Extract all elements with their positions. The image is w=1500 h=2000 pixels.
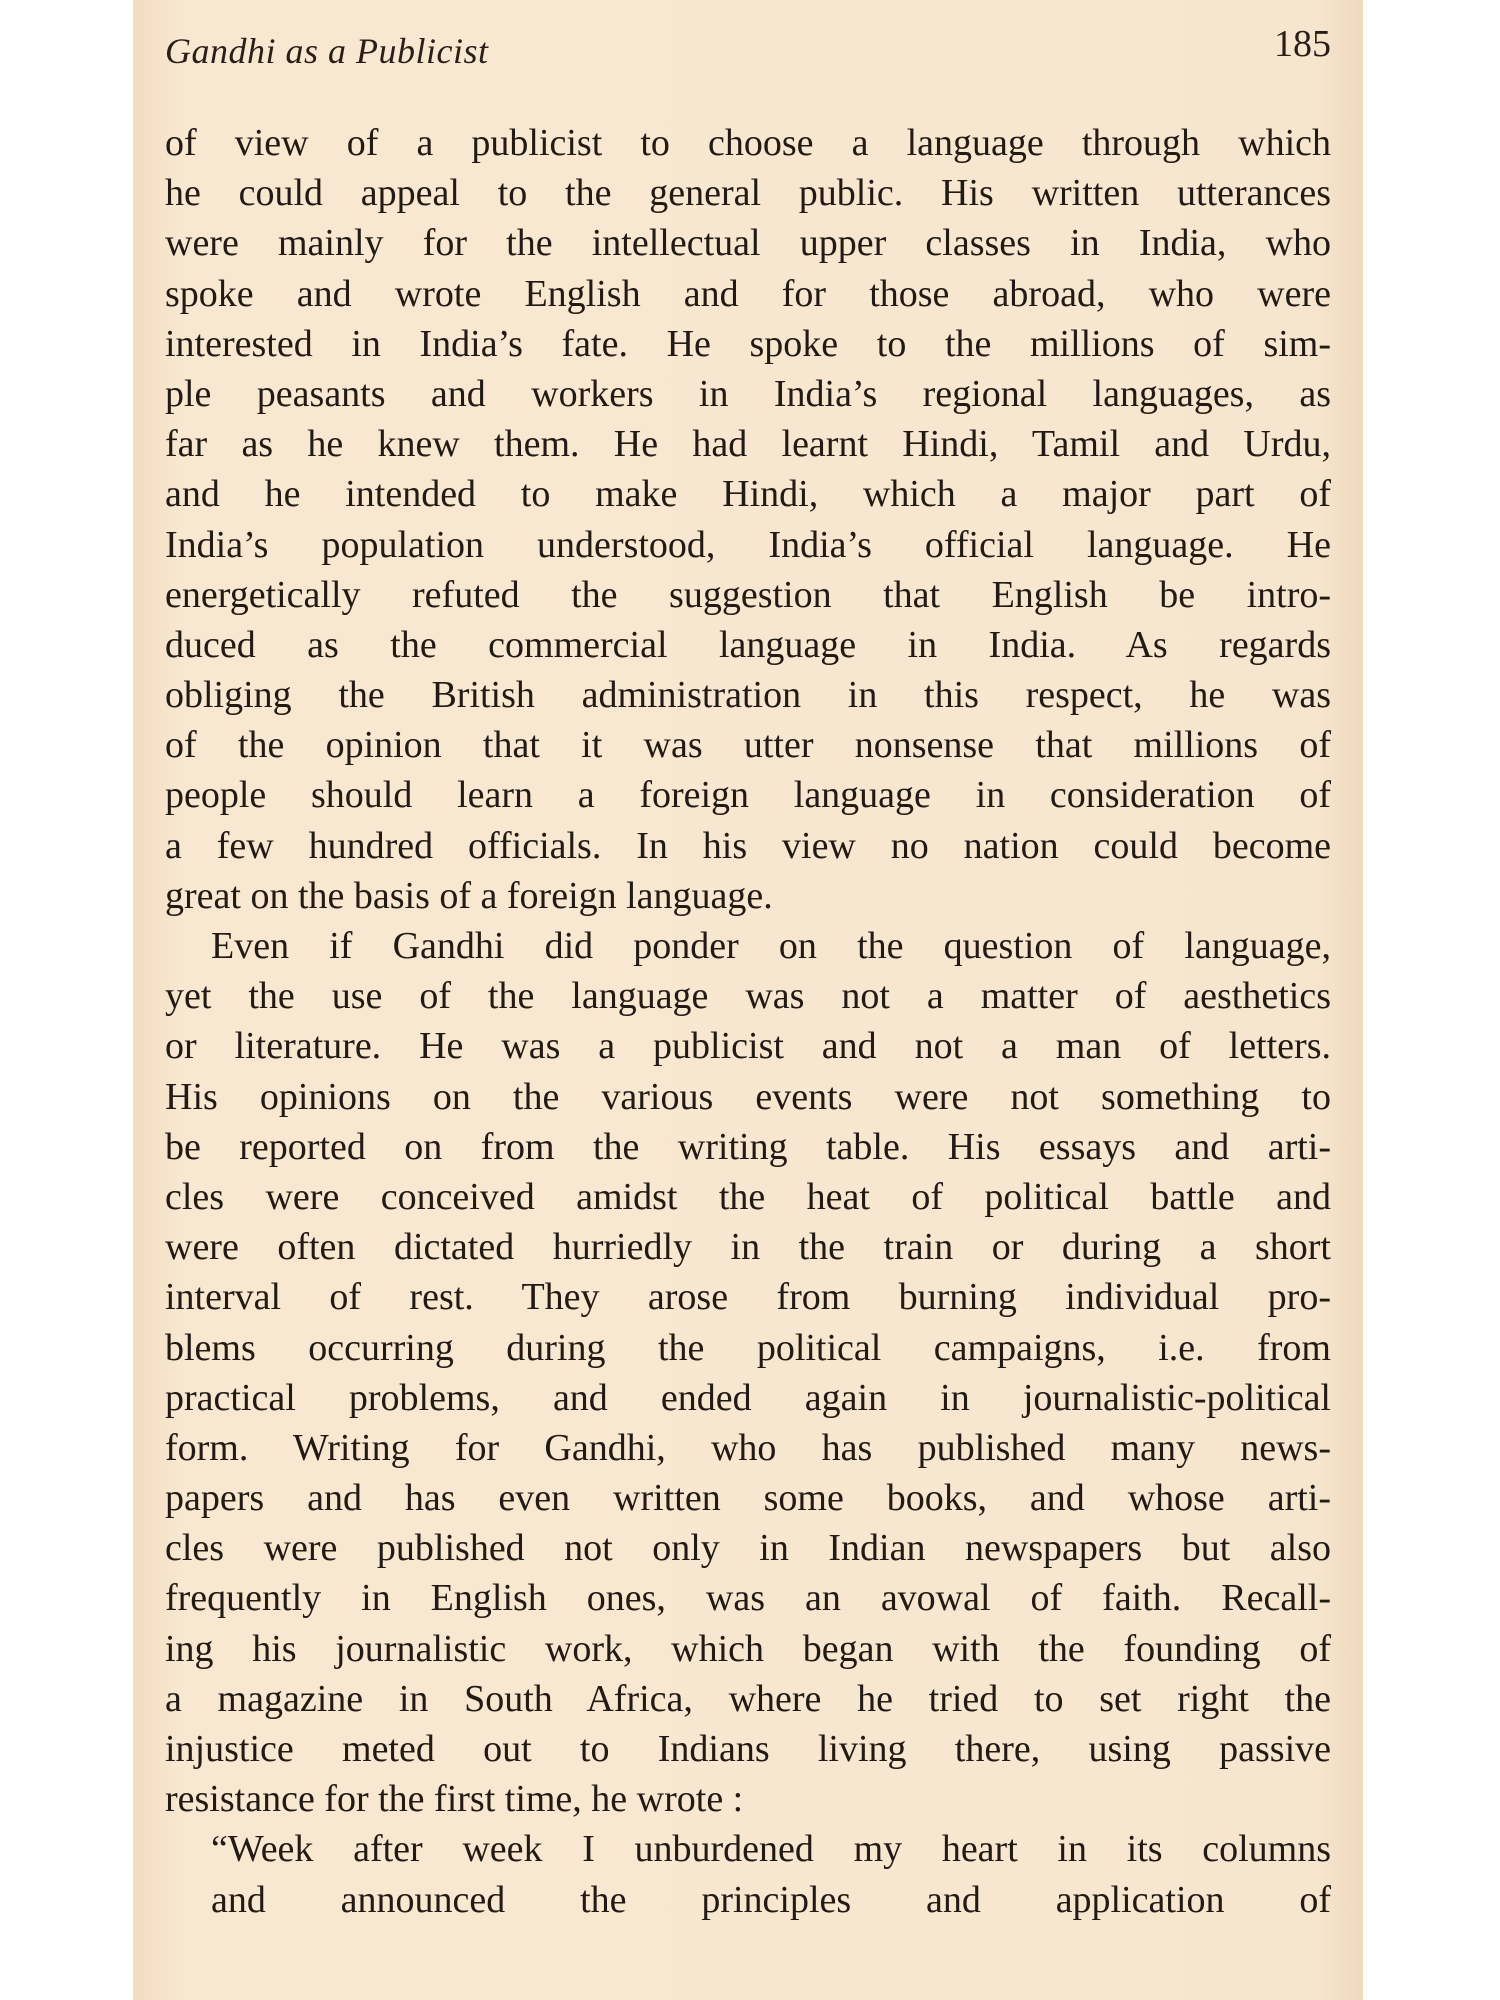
text-line: be reported on from the writing table. His essays and arti- (165, 1125, 1331, 1168)
text-line: ing his journalistic work, which began with the founding of (165, 1627, 1331, 1670)
text-line: were mainly for the intellectual upper classes in India, who (165, 222, 1331, 265)
text-line: cles were published not only in Indian newspapers but also (165, 1527, 1331, 1570)
text-line: yet the use of the language was not a matter of aesthetics (165, 975, 1331, 1018)
text-line: duced as the commercial language in India. As regards (165, 623, 1331, 666)
text-line: a magazine in South Africa, where he tried to set right the (165, 1677, 1331, 1720)
text-line: His opinions on the various events were not something to (165, 1075, 1331, 1118)
text-line: or literature. He was a publicist and not a man of letters. (165, 1025, 1331, 1068)
text-line: blems occurring during the political campaigns, i.e. from (165, 1326, 1331, 1369)
paragraph-2 (165, 921, 1331, 1824)
text-line: and announced the principles and application of (211, 1878, 1331, 1921)
text-line: far as he knew them. He had learnt Hindi, Tamil and Urdu, (165, 423, 1331, 466)
text-line: frequently in English ones, was an avowal of faith. Recall- (165, 1577, 1331, 1620)
body-text (165, 118, 1331, 1925)
text-line: of view of a publicist to choose a language through which (165, 122, 1331, 164)
quotation (165, 1824, 1331, 1924)
text-line: a few hundred officials. In his view no nation could become (165, 824, 1331, 867)
text-line: great on the basis of a foreign language. (165, 874, 773, 917)
text-line: interested in India’s fate. He spoke to the millions of sim- (165, 322, 1331, 365)
paragraph-1 (165, 118, 1331, 921)
text-line: ple peasants and workers in India’s regional languages, as (165, 372, 1331, 415)
text-line: injustice meted out to Indians living there, using passive (165, 1728, 1331, 1770)
text-line: he could appeal to the general public. His written utterances (165, 172, 1331, 215)
running-title: Gandhi as a Publicist (165, 31, 489, 71)
text-line: energetically refuted the suggestion that English be intro- (165, 573, 1331, 616)
text-line: people should learn a foreign language in consideration of (165, 774, 1331, 817)
page-number: 185 (1274, 23, 1331, 65)
text-line: papers and has even written some books, and whose arti- (165, 1477, 1331, 1520)
text-line: interval of rest. They arose from burning individual pro- (165, 1276, 1331, 1319)
text-line: “Week after week I unburdened my heart in its columns (211, 1828, 1331, 1871)
book-page (133, 0, 1363, 2000)
running-head (165, 22, 1331, 82)
text-line: and he intended to make Hindi, which a major part of (165, 473, 1331, 516)
text-line: were often dictated hurriedly in the train or during a short (165, 1226, 1331, 1269)
text-line: practical problems, and ended again in journalistic-political (165, 1376, 1331, 1419)
text-line: of the opinion that it was utter nonsense that millions of (165, 724, 1331, 767)
text-line: Even if Gandhi did ponder on the question of language, (211, 925, 1331, 967)
text-line: spoke and wrote English and for those abroad, who were (165, 272, 1331, 315)
text-line: India’s population understood, India’s official language. He (165, 523, 1331, 566)
text-line: resistance for the first time, he wrote : (165, 1778, 744, 1821)
text-line: cles were conceived amidst the heat of political battle and (165, 1175, 1331, 1218)
text-line: obliging the British administration in this respect, he was (165, 674, 1331, 717)
text-line: form. Writing for Gandhi, who has published many news- (165, 1426, 1331, 1469)
